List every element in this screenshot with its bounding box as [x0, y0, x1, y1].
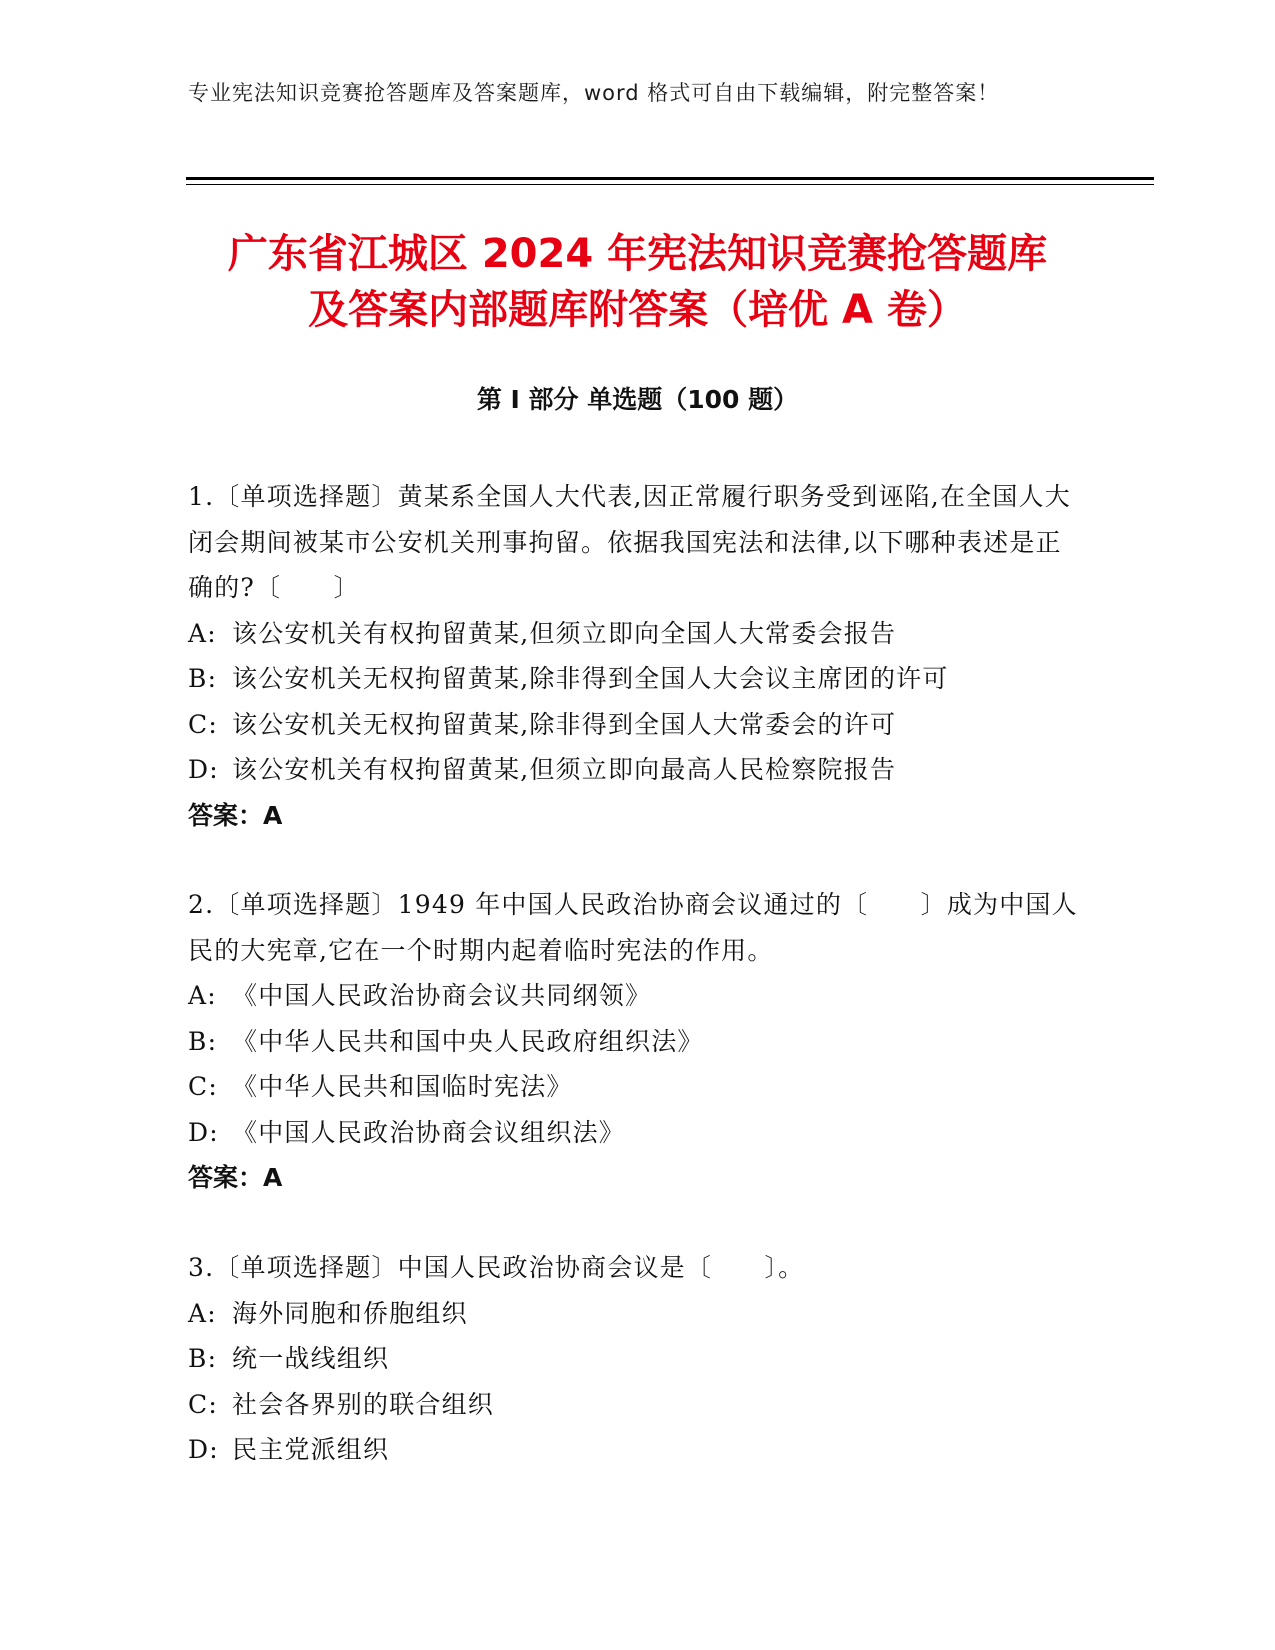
option-d: [188, 747, 1078, 793]
option-a: [188, 1291, 1078, 1337]
option-b: [188, 1336, 1078, 1382]
option-key: A:: [188, 618, 217, 648]
option-key: D:: [188, 1117, 219, 1147]
question-stem: 3.〔单项选择题〕中国人民政治协商会议是〔 〕。: [188, 1253, 805, 1282]
option-key: B:: [188, 1026, 218, 1056]
question-2: [188, 882, 1078, 1201]
option-text: 该公安机关无权拘留黄某,除非得到全国人大会议主席团的许可: [232, 664, 949, 693]
option-d: [188, 1110, 1078, 1156]
header-note: 专业宪法知识竞赛抢答题库及答案题库，word 格式可自由下载编辑，附完整答案！: [188, 81, 1000, 105]
option-text: 《中国人民政治协商会议共同纲领》: [232, 981, 652, 1010]
option-key: A:: [188, 981, 217, 1010]
question-stem: 1.〔单项选择题〕黄某系全国人大代表,因正常履行职务受到诬陷,在全国人大闭会期间被某市公安机关刑事拘留。依据我国宪法和法律,以下哪种表述是正确的?〔 〕: [188, 482, 1071, 602]
option-c: [188, 702, 1078, 748]
option-a: [188, 973, 1078, 1019]
question-3: [188, 1245, 1078, 1473]
header-rule-thick: [186, 177, 1154, 180]
answer-line: 答案：A: [188, 800, 283, 830]
option-c: [188, 1382, 1078, 1428]
document-title: [160, 226, 1115, 338]
option-text: 该公安机关有权拘留黄某,但须立即向全国人大常委会报告: [232, 618, 897, 648]
option-key: B:: [188, 664, 218, 693]
title-line-2: 及答案内部题库附答案（培优 A 卷）: [308, 287, 967, 333]
option-text: 该公安机关有权拘留黄某,但须立即向最高人民检察院报告: [232, 755, 897, 784]
option-text: 统一战线组织: [232, 1344, 390, 1373]
option-text: 《中华人民共和国中央人民政府组织法》: [232, 1026, 704, 1056]
option-b: [188, 656, 1078, 702]
question-1: [188, 474, 1078, 838]
section-title: 第 I 部分 单选题（100 题）: [476, 385, 799, 414]
option-text: 《中华人民共和国临时宪法》: [232, 1072, 573, 1101]
option-key: C:: [188, 709, 218, 739]
option-key: A:: [188, 1298, 217, 1328]
option-text: 社会各界别的联合组织: [232, 1389, 495, 1419]
option-a: [188, 611, 1078, 657]
option-d: [188, 1427, 1078, 1473]
answer-line: 答案：A: [188, 1163, 283, 1192]
option-key: D:: [188, 755, 219, 784]
option-text: 海外同胞和侨胞组织: [232, 1298, 468, 1328]
option-key: C:: [188, 1389, 218, 1419]
question-stem: 2.〔单项选择题〕1949 年中国人民政治协商会议通过的〔 〕成为中国人民的大宪章,它在一个时期内起着临时宪法的作用。: [188, 890, 1078, 965]
title-line-1: 广东省江城区 2024 年宪法知识竞赛抢答题库: [227, 231, 1048, 277]
option-key: C:: [188, 1072, 218, 1101]
header-rule-thin: [186, 184, 1154, 185]
option-b: [188, 1019, 1078, 1065]
option-c: [188, 1064, 1078, 1110]
option-text: 该公安机关无权拘留黄某,除非得到全国人大常委会的许可: [232, 709, 897, 739]
option-text: 《中国人民政治协商会议组织法》: [232, 1117, 626, 1147]
option-text: 民主党派组织: [232, 1435, 390, 1464]
option-key: D:: [188, 1435, 219, 1464]
option-key: B:: [188, 1344, 218, 1373]
